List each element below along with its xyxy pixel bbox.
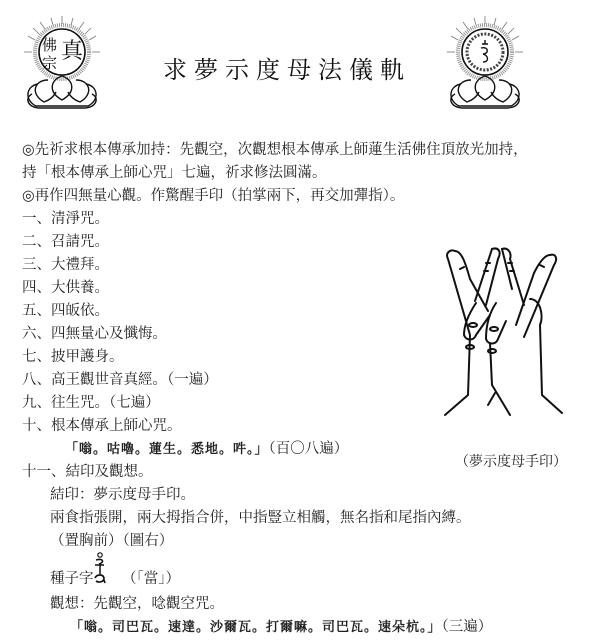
mudra-description: 兩食指張開，兩大拇指合併，中指豎立相觸，無名指和尾指內縛。 — [50, 510, 471, 526]
step-item: 二、召請咒。 — [22, 234, 109, 250]
step-item: 十、根本傳承上師心咒。 — [22, 418, 182, 434]
mudra-hands-illustration-icon — [440, 245, 570, 420]
step-item: 五、四皈依。 — [22, 303, 109, 319]
void-mantra: 「嗡。司巴瓦。速達。沙爾瓦。打爾嘛。司巴瓦。速朵杭。」 — [70, 620, 442, 635]
seed-syllable-logo — [443, 14, 527, 110]
step-item: 三、大禮拜。 — [22, 257, 109, 273]
lotus-logo-icon — [20, 14, 104, 110]
step-item: 七、披甲護身。 — [22, 349, 124, 365]
intro-line-2: 持「根本傳承上師心咒」七遍，祈求修法圓滿。 — [22, 165, 327, 181]
svg-text:宗: 宗 — [42, 54, 58, 72]
svg-text:真: 真 — [61, 39, 84, 64]
step-item: 八、高王觀世音真經。（一遍） — [22, 372, 218, 388]
figure-caption: （夢示度母手印） — [455, 454, 567, 470]
intro-line-3: ◎再作四無量心觀。作驚醒手印（拍掌兩下，再交加彈指）。 — [22, 188, 405, 204]
true-buddha-school-logo — [20, 14, 104, 110]
step-item: 六、四無量心及懺悔。 — [22, 326, 167, 342]
step-item-11: 十一、結印及觀想。 — [22, 464, 153, 480]
seed-name: （「當」） — [122, 571, 180, 587]
root-mantra-count: （百〇八遍） — [268, 441, 349, 457]
intro-line-1: ◎先祈求根本傳承加持：先觀空，次觀想根本傳承上師蓮生活佛住頂放光加持， — [22, 142, 528, 158]
void-mantra-line — [70, 617, 492, 638]
step-item: 一、清淨咒。 — [22, 211, 109, 227]
seed-syllable-line — [50, 569, 180, 589]
void-mantra-count: （三遍） — [441, 619, 493, 635]
page-title: 求夢示度母法儀軌 — [163, 56, 411, 84]
root-mantra: 「嗡。咕嚕。蓮生。悉地。吽。」 — [65, 442, 269, 457]
step-item: 九、往生咒。（七遍） — [22, 395, 160, 411]
visualize-line: 觀想：先觀空，唸觀空咒。 — [50, 596, 224, 612]
seed-label: 種子字： — [50, 571, 108, 587]
svg-text:佛: 佛 — [42, 36, 58, 54]
step-item: 四、大供養。 — [22, 280, 109, 296]
lotus-seed-logo-icon — [443, 14, 527, 110]
root-mantra-line — [65, 439, 348, 460]
placement-note: （置胸前）（圖右） — [50, 533, 174, 549]
mudra-line: 結印：夢示度母手印。 — [50, 487, 195, 503]
